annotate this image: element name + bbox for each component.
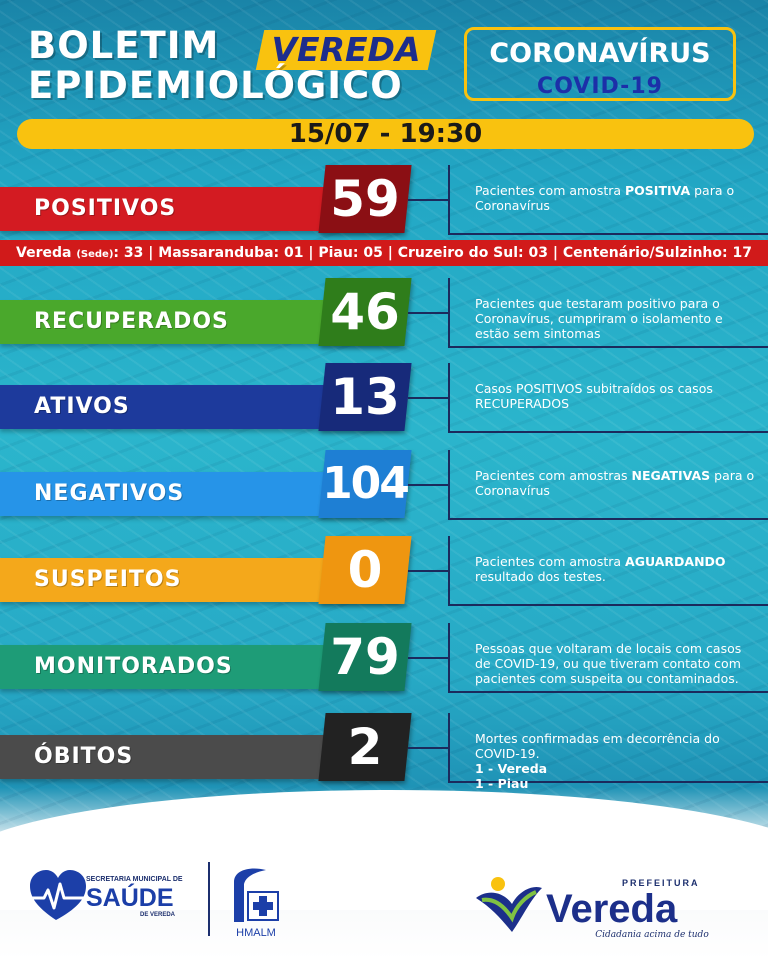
obito-city: 1 - Piau <box>475 776 529 791</box>
breakdown-piau: Piau: 05 <box>318 245 383 261</box>
stat-row-ativos <box>0 363 768 443</box>
stat-label: RECUPERADOS <box>34 309 229 334</box>
title-boletim: BOLETIM <box>28 24 220 67</box>
stat-label: SUSPEITOS <box>34 567 182 592</box>
breakdown-massaranduba: Massaranduba: 01 <box>158 245 304 261</box>
stat-value: 46 <box>330 283 400 341</box>
title-vereda: VEREDA <box>271 30 421 69</box>
saude-sub-text: DE VEREDA <box>140 912 176 918</box>
stat-description: Pacientes com amostra POSITIVA para o Coronavírus <box>475 183 735 213</box>
stat-description: Casos POSITIVOS subitraídos os casos RECUPERADOS <box>475 381 713 411</box>
stat-row-positivos <box>0 165 768 245</box>
saude-main-text: SAÚDE <box>86 884 174 912</box>
stat-label: MONITORADOS <box>34 654 233 679</box>
pref-slogan-text: Cidadania acima de tudo <box>595 930 709 940</box>
stat-value: 104 <box>322 458 408 509</box>
stat-value: 59 <box>330 170 400 228</box>
stat-value: 2 <box>347 718 383 776</box>
stat-row-monitorados <box>0 623 768 703</box>
date-bar: 15/07 - 19:30 <box>17 119 754 149</box>
obito-city: 1 - Vereda <box>475 761 548 776</box>
covid-subtitle: COVID-19 <box>537 74 663 99</box>
hmalm-text: HMALM <box>236 927 276 939</box>
stat-label: ATIVOS <box>34 394 130 419</box>
footer-divider <box>208 862 210 936</box>
title-epidemiologico: EPIDEMIOLÓGICO <box>28 64 403 107</box>
stat-description: Pessoas que voltaram de locais com casos de COVID-19, ou que tiveram contato com pacientes com suspeita ou contaminados. <box>475 641 742 686</box>
covid-badge <box>464 27 736 101</box>
stat-value: 79 <box>330 628 400 686</box>
stat-value: 13 <box>330 368 400 426</box>
stat-row-negativos <box>0 450 768 530</box>
breakdown-vereda: Vereda (Sede): 33 <box>16 245 144 261</box>
pref-top-text: PREFEITURA <box>622 878 700 888</box>
connector-line <box>408 397 448 399</box>
stat-value: 0 <box>347 541 383 599</box>
positives-breakdown: Vereda (Sede): 33 | Massaranduba: 01 | Piau: 05 | Cruzeiro do Sul: 03 | Centenário/Sulzinho: 17 <box>0 240 768 266</box>
stat-label: ÓBITOS <box>34 744 134 769</box>
saude-top-text: SECRETARIA MUNICIPAL DE <box>86 876 183 883</box>
connector-line <box>408 570 448 572</box>
pref-main-text: Vereda <box>546 887 678 931</box>
hmalm-logo <box>226 862 286 940</box>
prefeitura-logo <box>472 870 742 942</box>
connector-line <box>408 657 448 659</box>
connector-line <box>408 312 448 314</box>
breakdown-cruzeiro: Cruzeiro do Sul: 03 <box>397 245 548 261</box>
stat-description: Pacientes com amostra AGUARDANDO resultado dos testes. <box>475 554 726 584</box>
connector-line <box>408 747 448 749</box>
stat-description: Mortes confirmadas em decorrência do COVID-19. 1 - Vereda 1 - Piau <box>475 731 755 791</box>
saude-logo <box>28 868 188 928</box>
stat-label: NEGATIVOS <box>34 481 185 506</box>
stat-row-recuperados <box>0 278 768 358</box>
covid-title: CORONAVÍRUS <box>489 38 711 69</box>
connector-line <box>408 199 448 201</box>
stat-label: POSITIVOS <box>34 196 177 221</box>
connector-line <box>408 484 448 486</box>
stat-description: Pacientes que testaram positivo para o Coronavírus, cumpriram o isolamento e estão sem sintomas <box>475 296 723 341</box>
stat-row-suspeitos <box>0 536 768 616</box>
stat-row-óbitos <box>0 713 768 793</box>
stat-description: Pacientes com amostras NEGATIVAS para o Coronavírus <box>475 468 755 498</box>
breakdown-centenario: Centenário/Sulzinho: 17 <box>562 245 752 261</box>
